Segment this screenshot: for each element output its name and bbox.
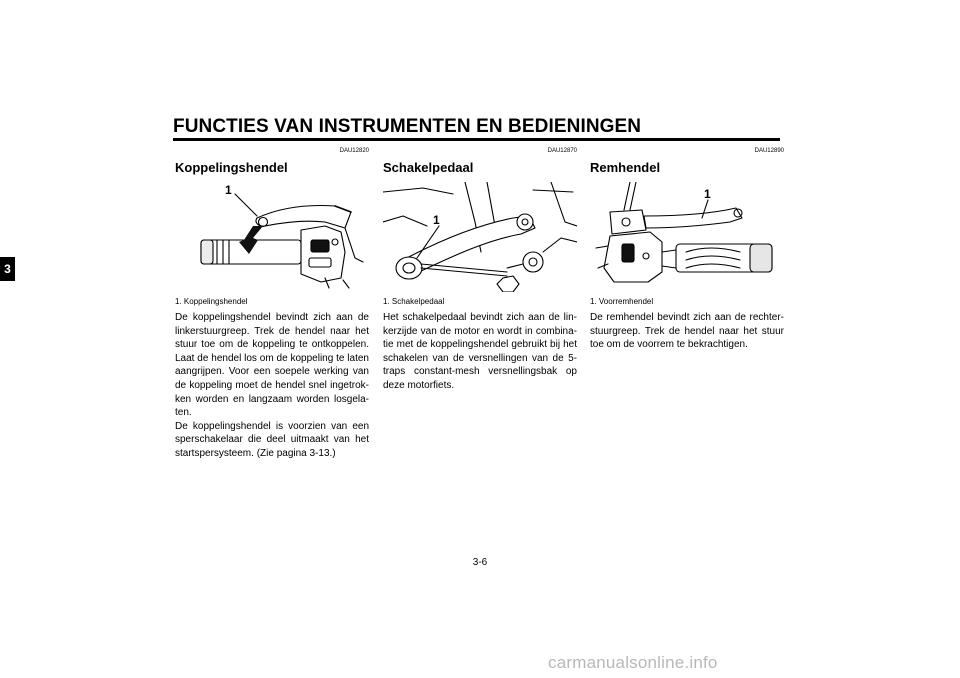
shift-pedal-illustration [383, 182, 577, 292]
section-code: DAU12870 [547, 148, 577, 154]
page-number: 3-6 [472, 557, 488, 568]
paragraph: De koppelingshendel bevindt zich aan de linkerstuurgreep. Trek de hendel naar het stuur toe om de koppeling te ontkoppelen. Laat de hendel los om de koppeling te laten aangrijpen. Voor een soepele werking van de koppeling moet de hendel snel ingetrok-ken worden en langzaam worden losgela-ten. [175, 312, 369, 419]
section-heading: Schakelpedaal [383, 160, 474, 175]
section-code: DAU12820 [339, 148, 369, 154]
callout-number: 1 [704, 187, 711, 201]
figure-caption: 1. Schakelpedaal [383, 297, 445, 306]
header-rule [173, 138, 780, 141]
page-title: FUNCTIES VAN INSTRUMENTEN EN BEDIENINGEN [173, 116, 642, 137]
callout-number: 1 [225, 183, 232, 197]
section-code: DAU12890 [754, 148, 784, 154]
section-brake-lever [590, 147, 784, 352]
figure-caption: 1. Koppelingshendel [175, 297, 248, 306]
section-clutch-lever [175, 147, 369, 461]
section-body [383, 311, 577, 393]
chapter-tab: 3 [0, 257, 15, 281]
clutch-lever-illustration [175, 182, 369, 292]
section-heading: Koppelingshendel [175, 160, 288, 175]
watermark: carmanualsonline.info [548, 653, 718, 672]
section-body [590, 311, 784, 352]
paragraph: De remhendel bevindt zich aan de rechter-stuurgreep. Trek de hendel naar het stuur toe om de voorrem te bekrachtigen. [590, 312, 784, 351]
brake-lever-illustration [590, 182, 784, 292]
figure-caption: 1. Voorremhendel [590, 297, 654, 306]
callout-number: 1 [433, 213, 440, 227]
section-body [175, 311, 369, 461]
paragraph: Het schakelpedaal bevindt zich aan de lin-kerzijde van de motor en wordt in combina-tie met de koppelingshendel gebruikt bij het schakelen van de versnellingen van de 5-traps constant-mesh versnellingsbak op deze motorfiets. [383, 312, 577, 391]
section-heading: Remhendel [590, 160, 661, 175]
section-shift-pedal [383, 147, 577, 393]
paragraph: De koppelingshendel is voorzien van een sperschakelaar die deel uitmaakt van het startspersysteem. (Zie pagina 3-13.) [175, 420, 369, 459]
